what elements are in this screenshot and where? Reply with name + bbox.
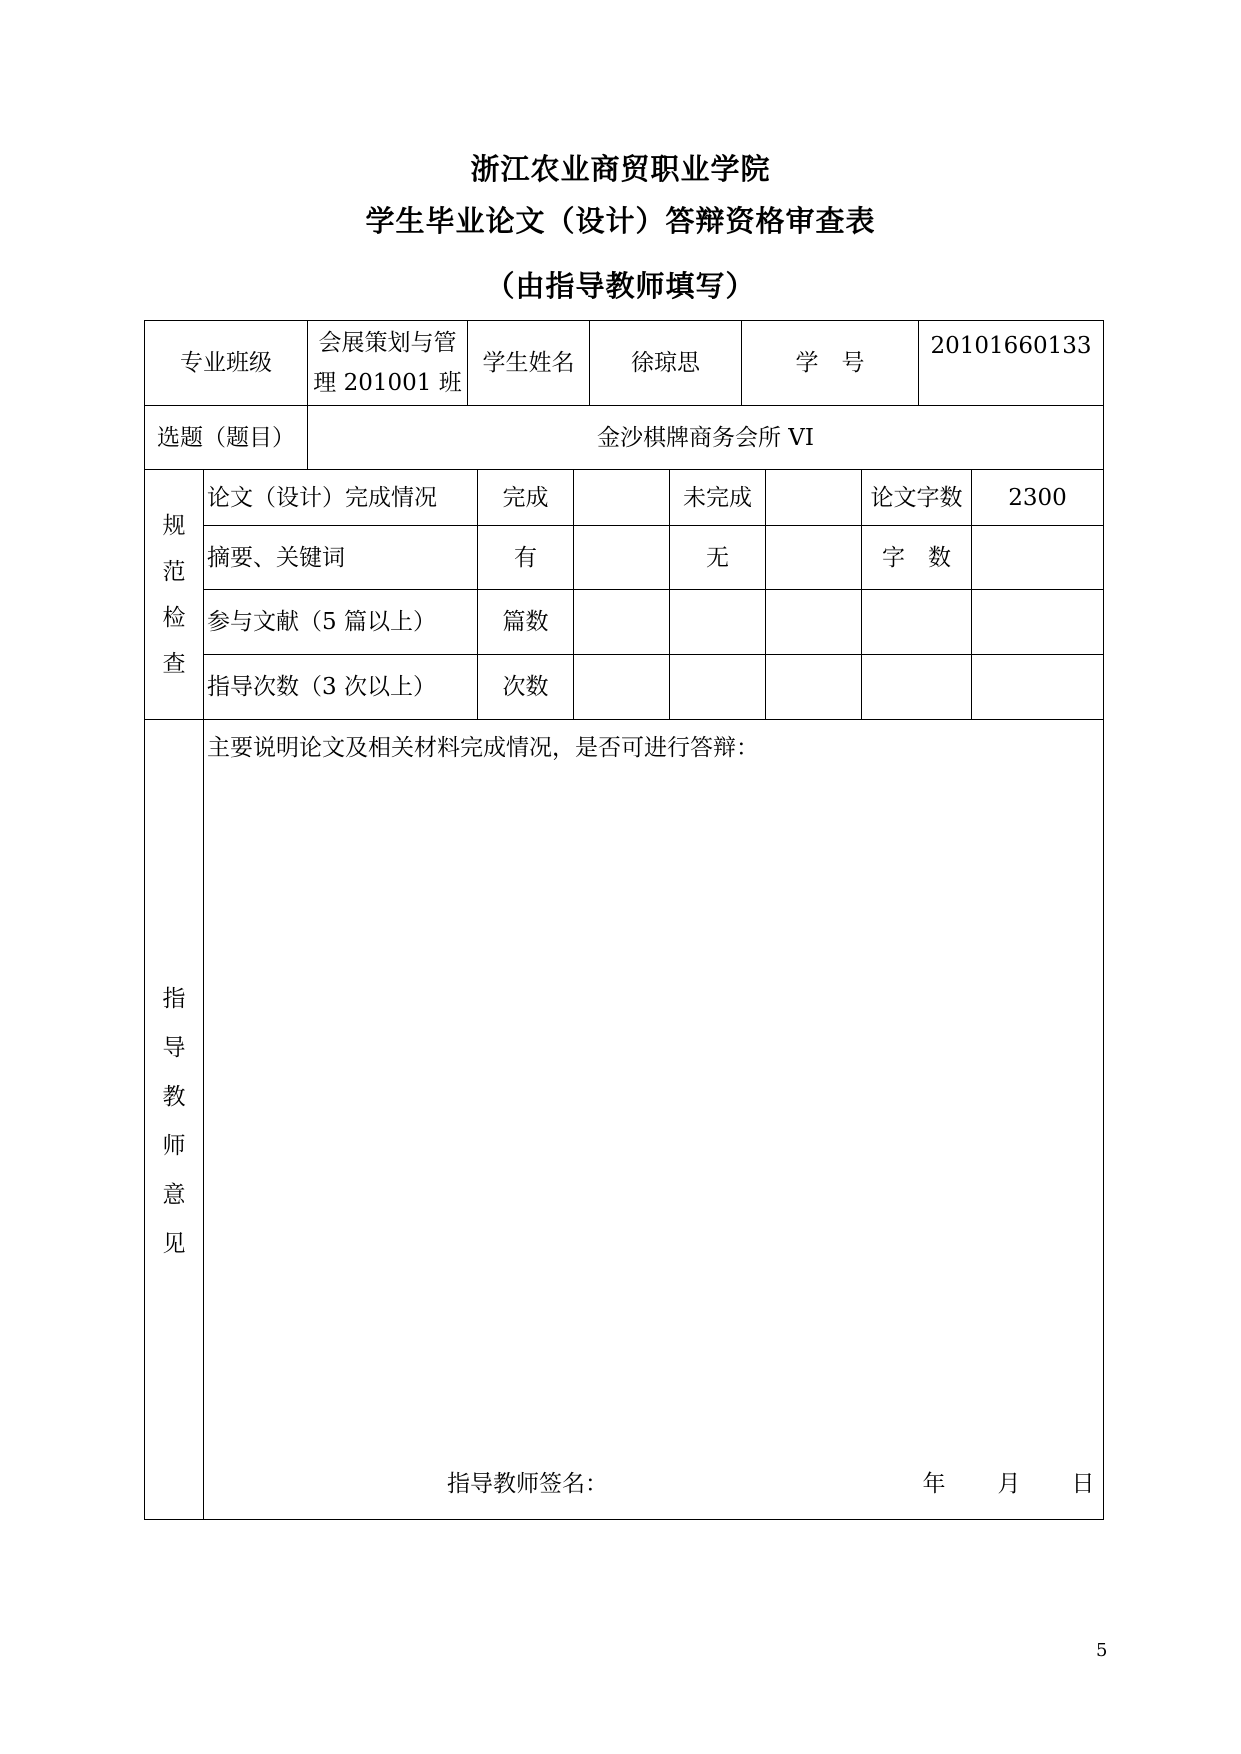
- check-completion-done-mark: [574, 470, 669, 525]
- check-item-abstract: 摘要、关键词: [207, 544, 345, 571]
- check-char-count-label: 字 数: [882, 544, 951, 571]
- check-item-references: 参与文献（5 篇以上）: [207, 609, 436, 635]
- form-title: 学生毕业论文（设计）答辩资格审查表: [365, 204, 876, 238]
- check-completion-done: 完成: [502, 484, 549, 511]
- check-references-col3: [670, 590, 765, 654]
- check-abstract-no-mark: [766, 526, 861, 589]
- form-subtitle: （由指导教师填写）: [485, 269, 756, 303]
- check-guidance-count-value: [574, 655, 669, 719]
- check-references-count-value: [574, 590, 669, 654]
- student-id-label: 学 号: [795, 350, 865, 376]
- check-guidance-col3: [670, 655, 765, 719]
- signature-label: 指导教师签名：: [447, 1471, 608, 1497]
- opinion-prompt: 主要说明论文及相关材料完成情况，是否可进行答辩：: [207, 735, 759, 761]
- check-guidance-col5: [862, 655, 971, 719]
- topic-label: 选题（题目）: [157, 424, 295, 451]
- check-references-count-label: 篇数: [502, 609, 549, 635]
- check-word-count-label: 论文字数: [870, 484, 963, 511]
- check-word-count-value: 2300: [1008, 484, 1067, 511]
- check-references-col4: [766, 590, 861, 654]
- student-name-label: 学生姓名: [482, 350, 575, 376]
- topic-value: 金沙棋牌商务会所 VI: [596, 424, 814, 451]
- student-name-value: 徐琼思: [631, 350, 700, 376]
- check-abstract-no: 无: [706, 544, 729, 571]
- check-completion-undone: 未完成: [683, 484, 752, 511]
- check-guidance-col6: [972, 655, 1103, 719]
- check-item-guidance: 指导次数（3 次以上）: [207, 674, 436, 700]
- major-class-label: 专业班级: [180, 350, 272, 376]
- major-class-value-line2: 理 201001 班: [313, 370, 462, 396]
- date-year-label: 年: [922, 1471, 946, 1497]
- check-completion-undone-mark: [766, 470, 861, 525]
- check-abstract-yes-mark: [574, 526, 669, 589]
- check-guidance-col4: [766, 655, 861, 719]
- date-month-label: 月: [997, 1471, 1021, 1497]
- page-number: 5: [1096, 1640, 1108, 1661]
- check-char-count-value: [972, 526, 1103, 589]
- school-name: 浙江农业商贸职业学院: [470, 152, 771, 186]
- major-class-value-line1: 会展策划与管: [318, 330, 457, 356]
- check-abstract-yes: 有: [514, 544, 537, 571]
- check-guidance-count-label: 次数: [502, 674, 549, 700]
- opinion-section-label: 指导教师意见: [162, 986, 186, 1257]
- major-class-value: [308, 321, 467, 405]
- check-section-label: 规范检查: [162, 513, 186, 677]
- check-references-col5: [862, 590, 971, 654]
- check-item-completion: 论文（设计）完成情况: [207, 484, 437, 511]
- student-id-value: 20101660133: [930, 333, 1092, 359]
- date-day-label: 日: [1071, 1471, 1095, 1497]
- check-references-col6: [972, 590, 1103, 654]
